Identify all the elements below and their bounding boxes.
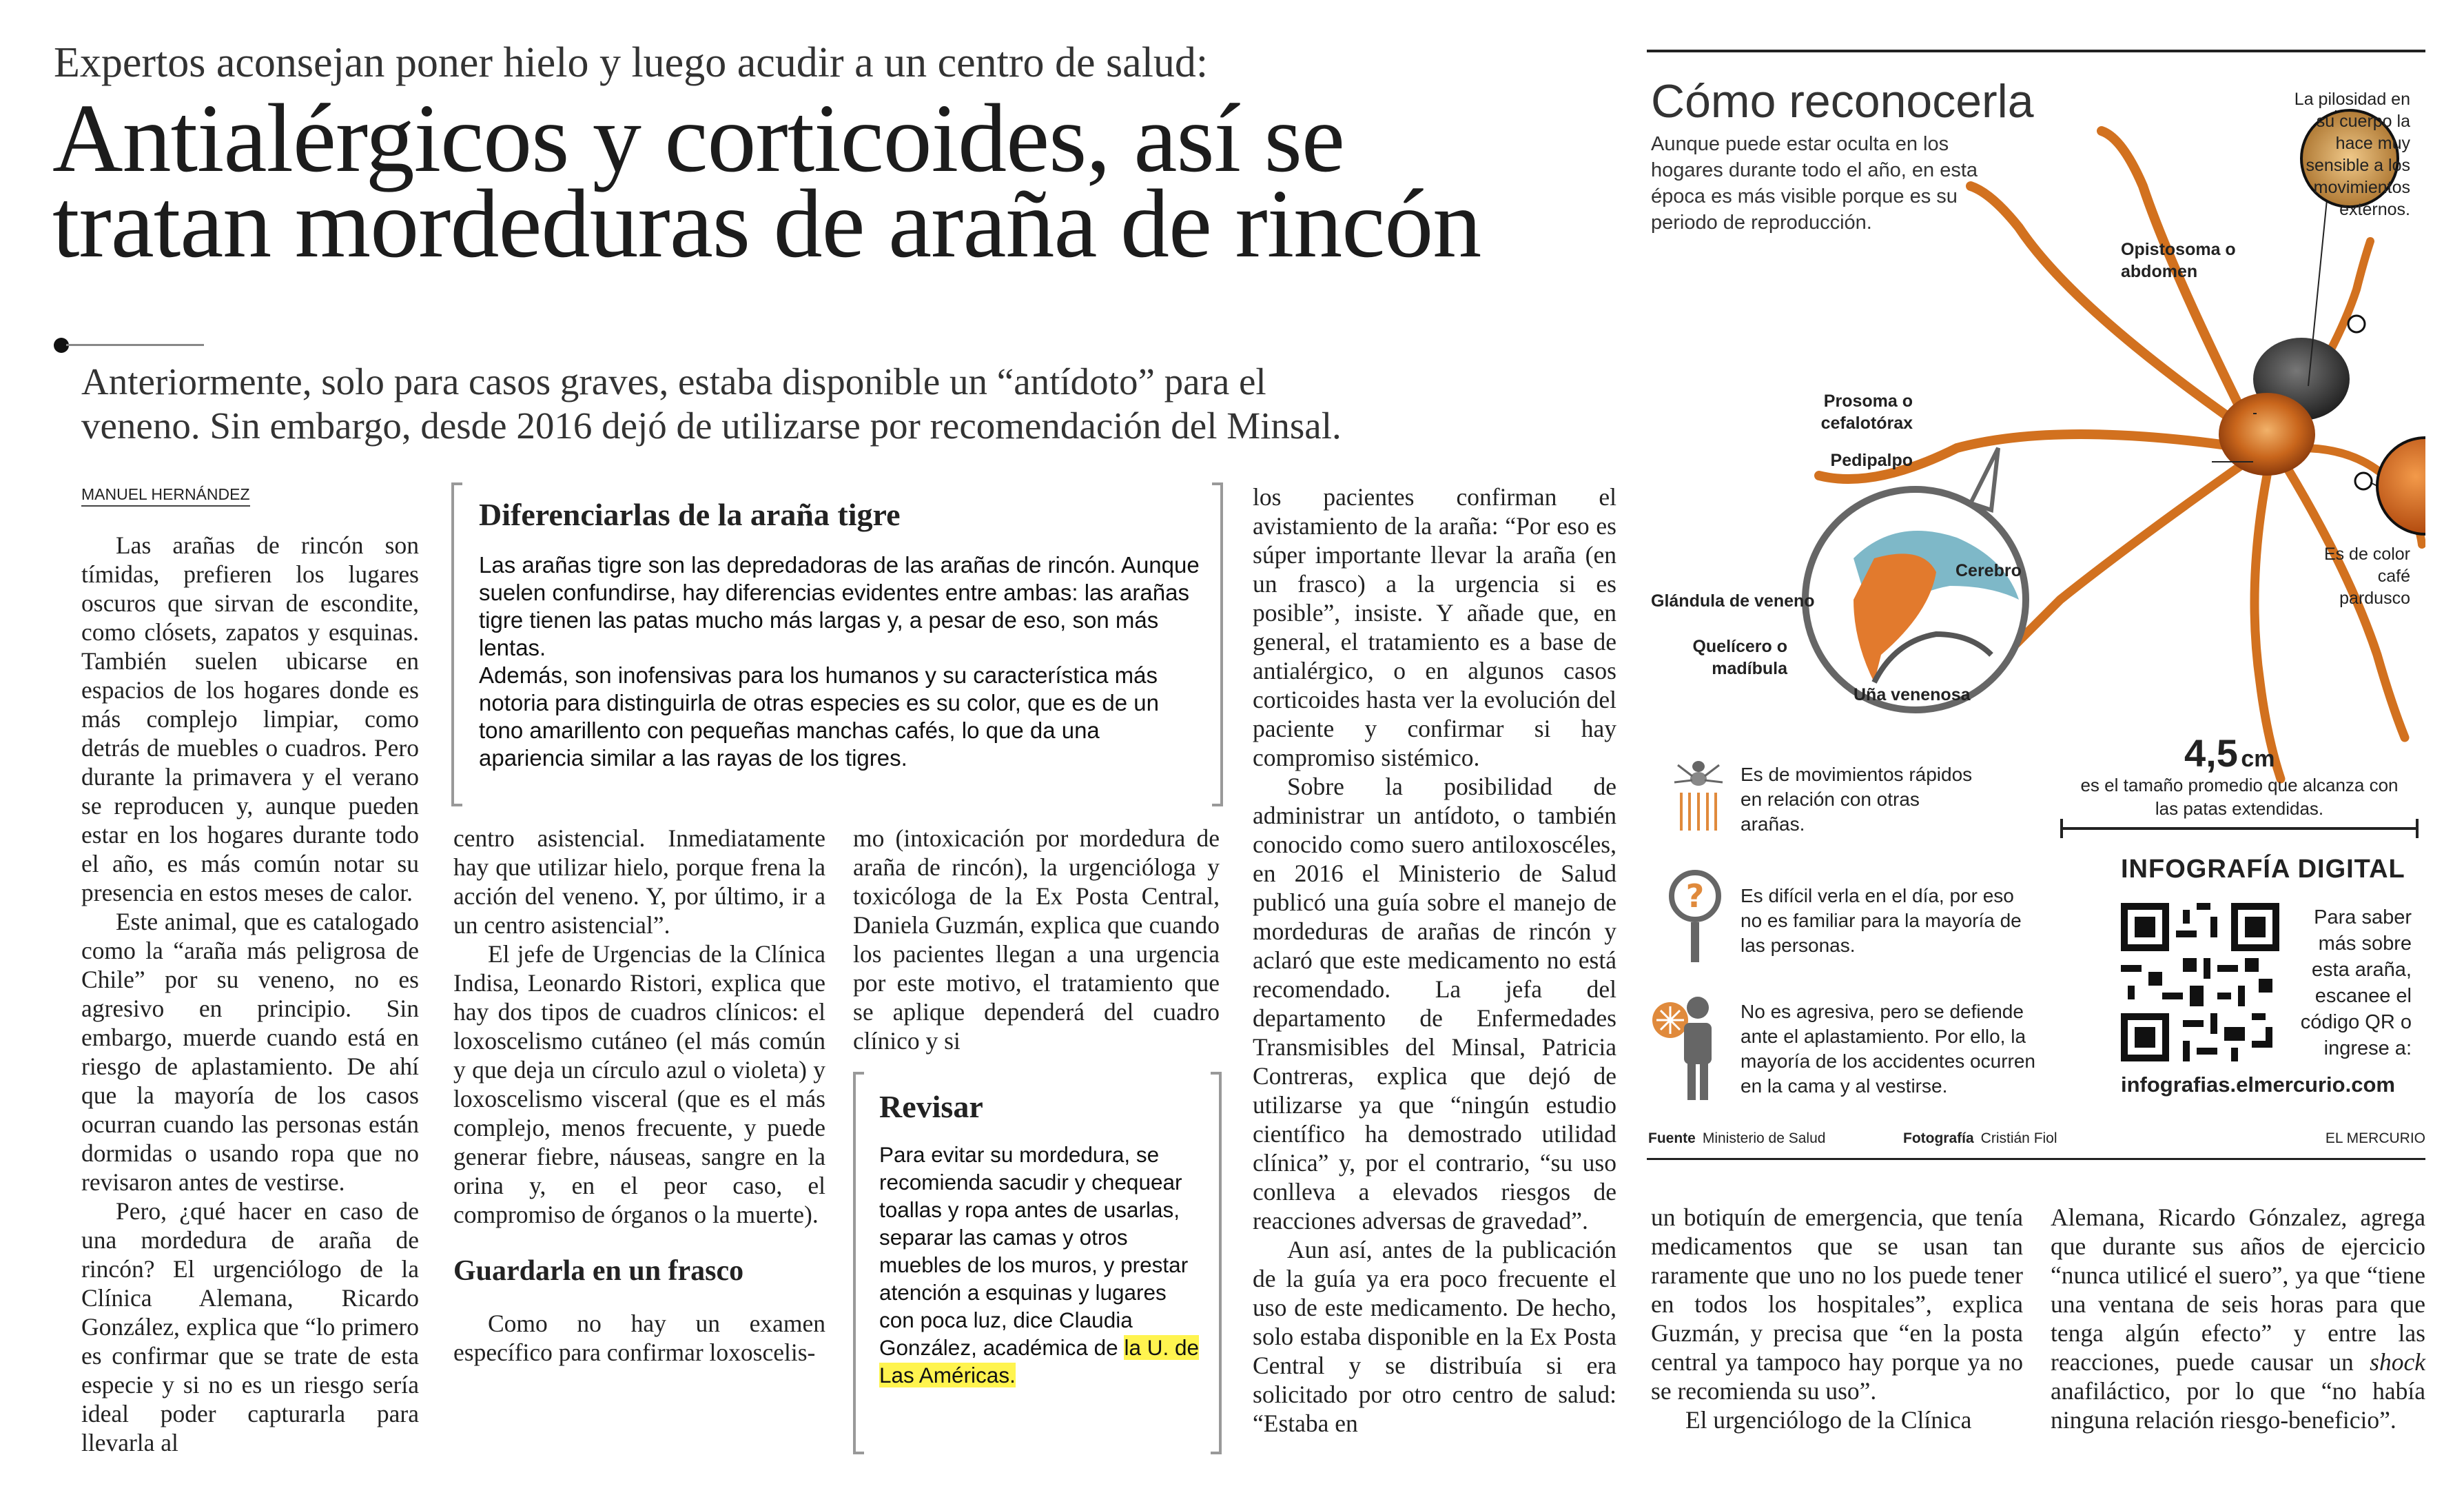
person-icon [1650, 993, 1725, 1103]
label-cerebro: Cerebro [1955, 561, 2022, 580]
paragraph: mo (intoxicación por mordedura de araña de rincón), la urgencióloga y toxicóloga de la Ex Posta Central, Daniela Guzmán, explica que cuando los pacientes llegan a una urgencia por este motivo, el tratamiento que se aplique dependerá del cuadro clínico y si [853, 824, 1220, 1055]
box-title: Revisar [879, 1089, 983, 1124]
label-queliceros: Quelícero o madíbula [1692, 637, 1787, 678]
headline-line-1: Antialérgicos y corticoides, así se [52, 83, 1344, 192]
column-1 [81, 531, 419, 1457]
infographic-bottom-rule [1647, 1158, 2425, 1160]
credit-photo-value: Cristián Fiol [1980, 1130, 2057, 1146]
bracket-right [1211, 1072, 1222, 1454]
fact-hard-to-see: Es difícil verla en el día, por eso no es familiar para la mayoría de las personas. [1741, 885, 2022, 956]
paragraph: Como no hay un examen específico para confirmar loxoscelis- [453, 1310, 825, 1366]
box-body [879, 1141, 1203, 1389]
headline [52, 83, 1644, 278]
credit-photo [1903, 1130, 2057, 1147]
color-zoom-circle [2377, 438, 2425, 534]
size-value: 4,5 [2184, 731, 2238, 775]
paragraph: El jefe de Urgencias de la Clínica Indisa, Leonardo Ristori, explica que hay dos tipos de cuadros clínicos: el loxoscelismo cutáneo (el más común y que deja un círculo azul o violeta) y loxoscelismo visceral (que es el más complejo, menos frecuente, y puede generar fiebre, náuseas, sangre en la orina y, en el peor caso, el compromiso de órganos o la muerte). [453, 940, 825, 1228]
paragraph: centro asistencial. Inmediatamente hay que utilizar hielo, porque frena la acción del veneno. Y, por último, ir a un centro asistencial”. [453, 824, 825, 939]
paragraph: los pacientes confirman el avistamiento de la araña: “Por eso es súper importante llevar la araña (en un frasco) a la urgencia si es posible”, insiste. Y añade que, en general, el tratamiento es a base de antialérgico, o en algunos casos corticoides hasta ver la evolución del paciente y confirmar si hay compromiso sistémico. [1253, 483, 1616, 771]
box-paragraph: Las arañas tigre son las depredadoras de las arañas de rincón. Aunque suelen confundirse, hay diferencias evidentes entre ambas: las arañas tigre tienen las patas mucho más largas y, a pesar de eso, son más lentas. [479, 552, 1200, 660]
paragraph: Las arañas de rincón son tímidas, prefieren los lugares oscuros que sirvan de escondite, como clósets, zapatos y esquinas. También suelen ubicarse en espacios de los hogares donde es más complejo limpiar, como detrás de muebles o cuadros. Pero durante la primavera y el verano se reproducen y, aunque pueden estar en los hogares durante todo el año, es más común notar su presencia en estos meses de calor. [81, 531, 419, 906]
paragraph: El urgenciólogo de la Clínica [1685, 1406, 1972, 1434]
question-magnifier-icon [1667, 868, 1723, 965]
spider-cephalothorax [2219, 393, 2315, 476]
box-paragraph: Además, son inofensivas para los humanos y su característica más notoria para distinguirla de otras especies es su color, que es de un tono amarillento con pequeñas manchas cafés, lo que da una apariencia similar a las rayas de los tigres. [479, 662, 1159, 771]
infographic-intro: Aunque puede estar oculta en los hogares durante todo el año, en esta época es más visible porque es su periodo de reproducción. [1651, 133, 1978, 234]
column-6 [2051, 1203, 2425, 1434]
ruler-tick-right [2416, 819, 2419, 838]
fact-not-aggressive: No es agresiva, pero se defiende ante el aplastamiento. Por ello, la mayoría de los accidentes ocurren en la cama y al vestirse. [1741, 1001, 2035, 1097]
rule-line [66, 344, 204, 346]
credit-source-value: Ministerio de Salud [1702, 1130, 1826, 1146]
digital-url-link[interactable]: infografias.elmercurio.com [2121, 1072, 2395, 1097]
paragraph [2051, 1203, 2425, 1434]
box-title: Diferenciarlas de la araña tigre [479, 497, 901, 532]
bracket-left [451, 482, 462, 806]
italic-run: shock [2370, 1348, 2425, 1376]
label-glandula: Glándula de veneno [1651, 591, 1815, 611]
label-pedipalpo: Pedipalpo [1830, 451, 1913, 470]
size-text: es el tamaño promedio que alcanza con las patas extendidas. [2080, 775, 2399, 819]
infographic-top-rule [1647, 50, 2425, 52]
paragraph: un botiquín de emergencia, que tenía medicamentos que se usan tan raramente que uno no los puede tener en todos los hospitales”, explica Guzmán, y precisa que “en la posta central ya tampoco hay porque ya no se recomienda su uso”. [1651, 1203, 2023, 1405]
dek-line-1: Anteriormente, solo para casos graves, estaba disponible un “antídoto” para el [81, 360, 1266, 403]
credit-source [1648, 1130, 1825, 1147]
credit-publisher: EL MERCURIO [2325, 1130, 2425, 1146]
byline: MANUEL HERNÁNDEZ [81, 485, 250, 507]
svg-text:?: ? [1685, 877, 1705, 915]
credit-photo-label: Fotografía [1903, 1130, 1974, 1146]
digital-text: Para saber más sobre esta araña, escanee el código QR o ingrese a: [2300, 906, 2412, 1059]
paragraph: Este animal, que es catalogado como la “araña más peligrosa de Chile” por su veneno, no es agresivo en principio. Sin embargo, muerde cuando está en riesgo de aplastamiento. De ahí que la mayoría de los casos ocurran cuando las personas están dormidas o usando ropa que no revisaron antes de vestirse. [81, 908, 419, 1196]
fact-fast: Es de movimientos rápidos en relación con otras arañas. [1741, 764, 1973, 835]
box-text: Para evitar su mordedura, se recomienda sacudir y chequear toallas y ropa antes de usarlas, separar las camas y otros muebles de los muros, y prestar atención a esquinas y lugares con poca luz, dice Claudia González, académica de [879, 1142, 1189, 1360]
paragraph: Aun así, antes de la publicación de la guía ya era poco frecuente el uso de este medicamento. De hecho, solo estaba disponible en la Ex Posta Central y se distribuía si era solicitado por otro centro de salud: “Estaba en [1253, 1236, 1616, 1437]
dek [81, 360, 1618, 448]
text-run: anafiláctico, por lo que “no había ninguna relación riesgo-beneficio”. [2051, 1377, 2425, 1434]
column-5 [1651, 1203, 2023, 1434]
subhead: Guardarla en un frasco [453, 1255, 744, 1287]
sidebar-box-revisar [853, 1072, 1222, 1454]
qr-code-icon[interactable] [2121, 903, 2279, 1061]
highlighted-text: la U. de Las Américas. [879, 1335, 1200, 1387]
size-value-group [2184, 731, 2275, 775]
label-prosoma: Prosoma o cefalotórax [1820, 391, 1913, 433]
box-body [479, 551, 1209, 772]
fast-spider-icon [1667, 751, 1729, 834]
paragraph: Pero, ¿qué hacer en caso de una mordedura de araña de rincón? El urgenciólogo de la Clínica Alemana, Ricardo González, explica que “lo primero es confirmar que se trate de esta especie y si no es un riesgo sería ideal poder capturarla para llevarla al [81, 1197, 419, 1456]
column-3 [853, 824, 1220, 1055]
sidebar-box-tigre [451, 482, 1223, 806]
kicker: Expertos aconsejan poner hielo y luego acudir a un centro de salud: [54, 39, 1209, 86]
label-color: Es de color café pardusco [2323, 545, 2410, 608]
label-una: Uña venenosa [1854, 685, 1971, 704]
column-4 [1253, 482, 1616, 1438]
column-2 [453, 824, 825, 1367]
headline-line-2: tratan mordeduras de araña de rincón [52, 169, 1481, 278]
size-ruler [2060, 827, 2419, 830]
paragraph: Sobre la posibilidad de administrar un antídoto, o también conocido como suero antiloxoscéles, en 2016 el Ministerio de Salud publicó una guía sobre el manejo de mordeduras de arañas de rincón y aclaró que este medicamento no está recomendado. La jefa del departamento de Enfermedades Transmisibles del Minsal, Patricia Contreras, explica que dejó de utilizarse ya que “ningún estudio científico ha demostrado utilidad clínica” y, por el contrario, “su uso conlleva a elevados riesgos de reacciones adversas de gravedad”. [1253, 773, 1616, 1234]
label-hair: La pilosidad en su cuerpo la hace muy sensible a los movimientos externos. [2294, 90, 2410, 219]
bracket-right [1212, 482, 1223, 806]
ruler-tick-left [2060, 819, 2063, 838]
digital-title: INFOGRAFÍA DIGITAL [2121, 855, 2405, 884]
bracket-left [853, 1072, 864, 1454]
label-opistosoma: Opistosoma o abdomen [2121, 240, 2236, 281]
size-unit: cm [2241, 746, 2275, 772]
credit-source-label: Fuente [1648, 1130, 1696, 1146]
infographic-title: Cómo reconocerla [1651, 75, 2034, 128]
dek-line-2: veneno. Sin embargo, desde 2016 dejó de utilizarse por recomendación del Minsal. [81, 405, 1342, 447]
text-run: Alemana, Ricardo Gónzalez, agrega que durante sus años de ejercicio “nunca utilicé el suero”, ya que “tiene una ventana de seis horas para que tenga algún efecto” y entre las reacciones, puede causar un [2051, 1203, 2425, 1376]
